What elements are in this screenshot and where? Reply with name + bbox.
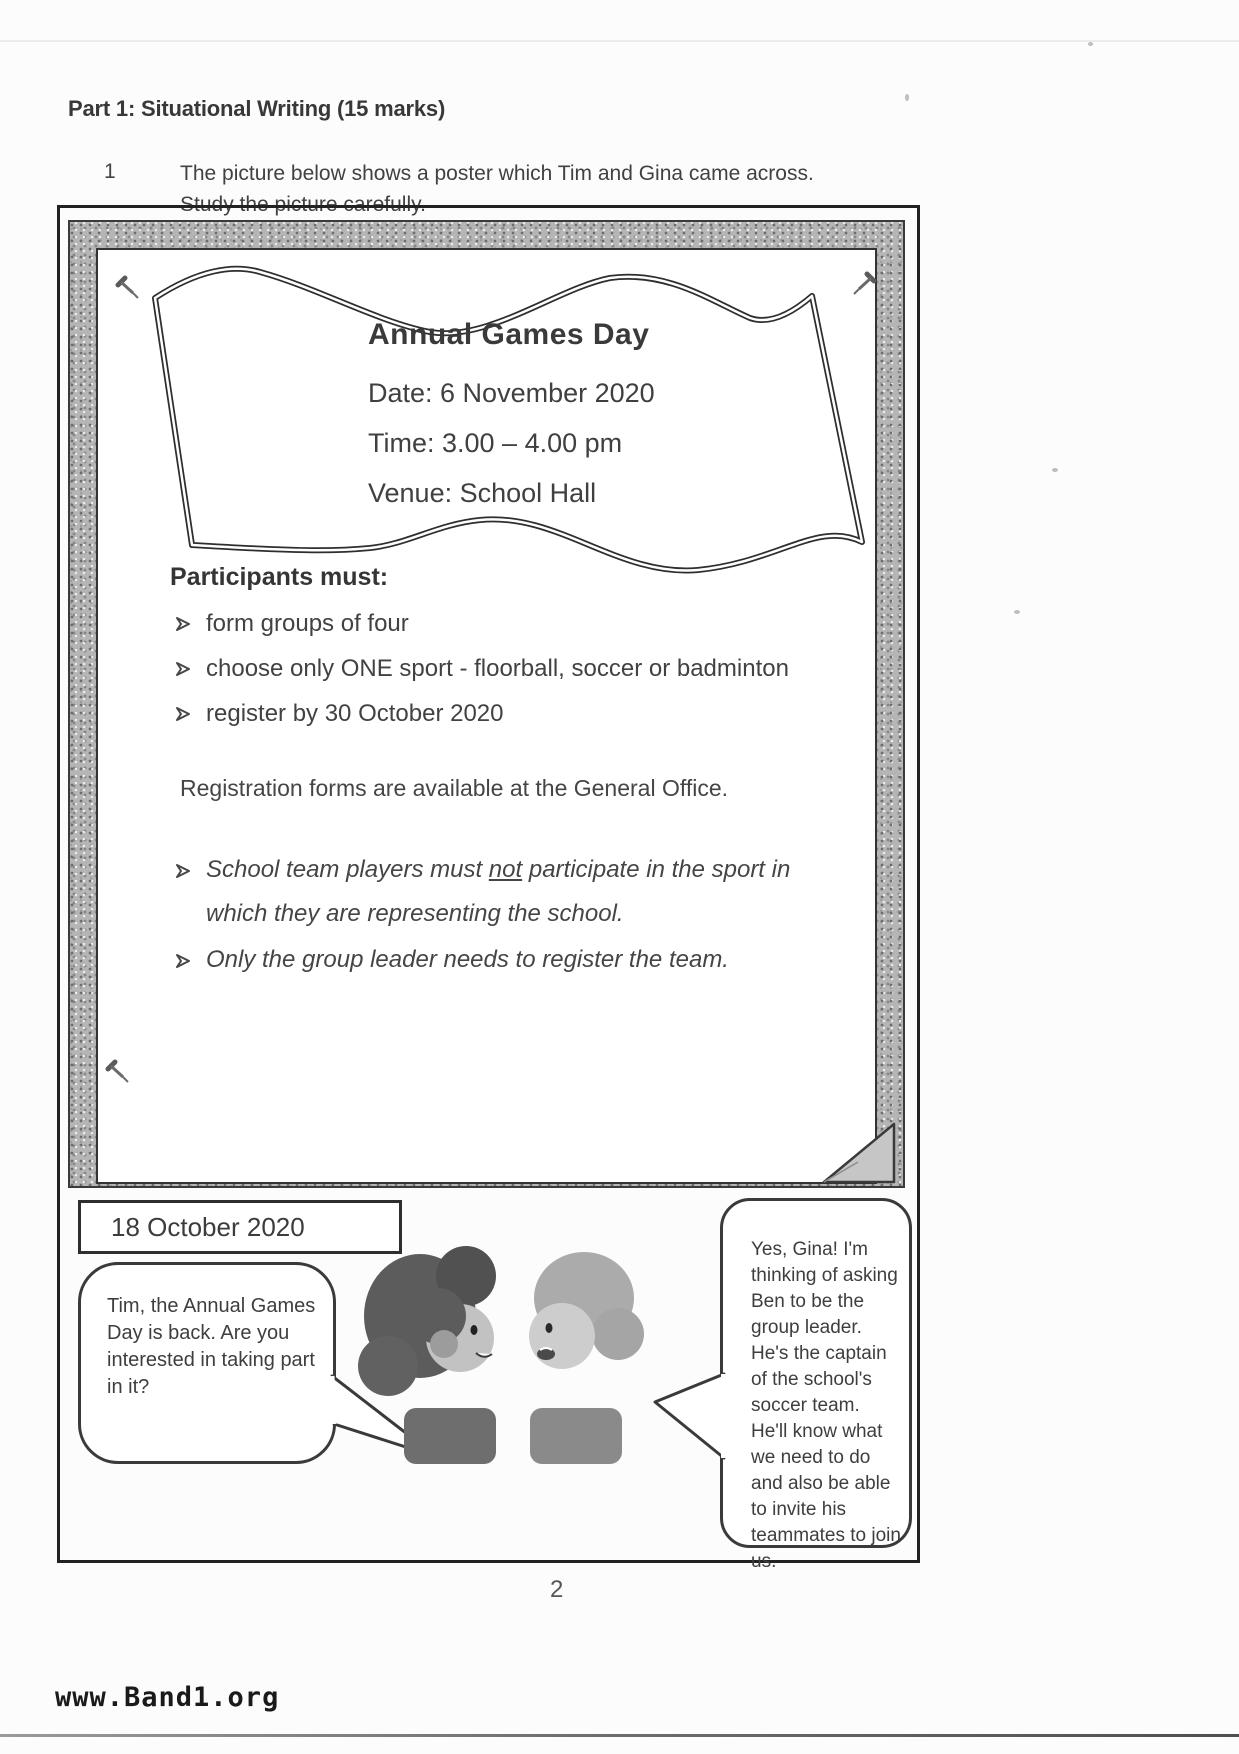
registration-note: Registration forms are available at the General Office.: [180, 775, 729, 801]
rule-text-post: participate in the sport in which they are representing the school.: [206, 856, 791, 927]
arrow-bullet-icon: [174, 862, 192, 880]
poster-title: Annual Games Day: [368, 318, 650, 351]
rule-item: [174, 848, 850, 936]
tim-speech-bubble: [720, 1198, 912, 1572]
question-number: 1: [104, 160, 116, 183]
requirement-text: register by 30 October 2020: [206, 700, 504, 727]
scan-speck: [1052, 468, 1058, 472]
part-heading: Part 1: Situational Writing (15 marks): [68, 96, 446, 121]
requirement-text: choose only ONE sport - floorball, soccer or badminton: [206, 655, 789, 682]
poster-time: Time: 3.00 – 4.00 pm: [368, 428, 623, 458]
banner-ribbon: [138, 262, 878, 582]
rule-text-pre: School team players must: [206, 856, 489, 883]
gina-speech-text: Tim, the Annual Games Day is back. Are you interested in taking part in it?: [107, 1295, 316, 1398]
scan-speck: [1014, 610, 1020, 614]
tim-avatar: [529, 1252, 644, 1464]
requirement-item: [174, 700, 854, 728]
rule-text: [206, 848, 850, 936]
question-line-1: The picture below shows a poster which Tim and Gina came across.: [180, 162, 814, 185]
page-number: 2: [550, 1576, 564, 1603]
tim-bubble-tail: [648, 1368, 732, 1468]
scan-speck: [1088, 42, 1093, 46]
pushpin-icon: [102, 1056, 134, 1088]
arrow-bullet-icon: [174, 615, 192, 633]
characters-illustration: [348, 1236, 668, 1468]
footer-divider-line: [0, 1734, 1239, 1737]
participants-heading: Participants must:: [170, 563, 389, 591]
arrow-bullet-icon: [174, 660, 192, 678]
comic-date-label: 18 October 2020: [111, 1211, 305, 1242]
scan-speck: [905, 94, 909, 101]
scan-artifact-line: [0, 40, 1239, 42]
rule-text: Only the group leader needs to register the team.: [206, 946, 729, 973]
gina-speech-bubble: [78, 1262, 336, 1464]
page-curl-icon: [818, 1114, 902, 1188]
poster-venue: Venue: School Hall: [368, 478, 597, 508]
question-line-2: Study the picture carefully.: [180, 193, 426, 216]
poster-date: Date: 6 November 2020: [368, 378, 655, 408]
arrow-bullet-icon: [174, 952, 192, 970]
footer-url: www.Band1.org: [55, 1682, 280, 1713]
gina-avatar: [358, 1246, 496, 1464]
rule-item: [174, 938, 850, 982]
requirement-item: [174, 655, 874, 683]
tim-speech-text: Yes, Gina! I'm thinking of asking Ben to be the group leader. He's the captain of the school's soccer team. He'll know what we need to do and also be able to invite his teammates to join us.: [751, 1239, 901, 1572]
requirement-text: form groups of four: [206, 610, 409, 637]
requirement-item: [174, 610, 854, 638]
arrow-bullet-icon: [174, 705, 192, 723]
rule-text-underlined: not: [488, 856, 523, 883]
